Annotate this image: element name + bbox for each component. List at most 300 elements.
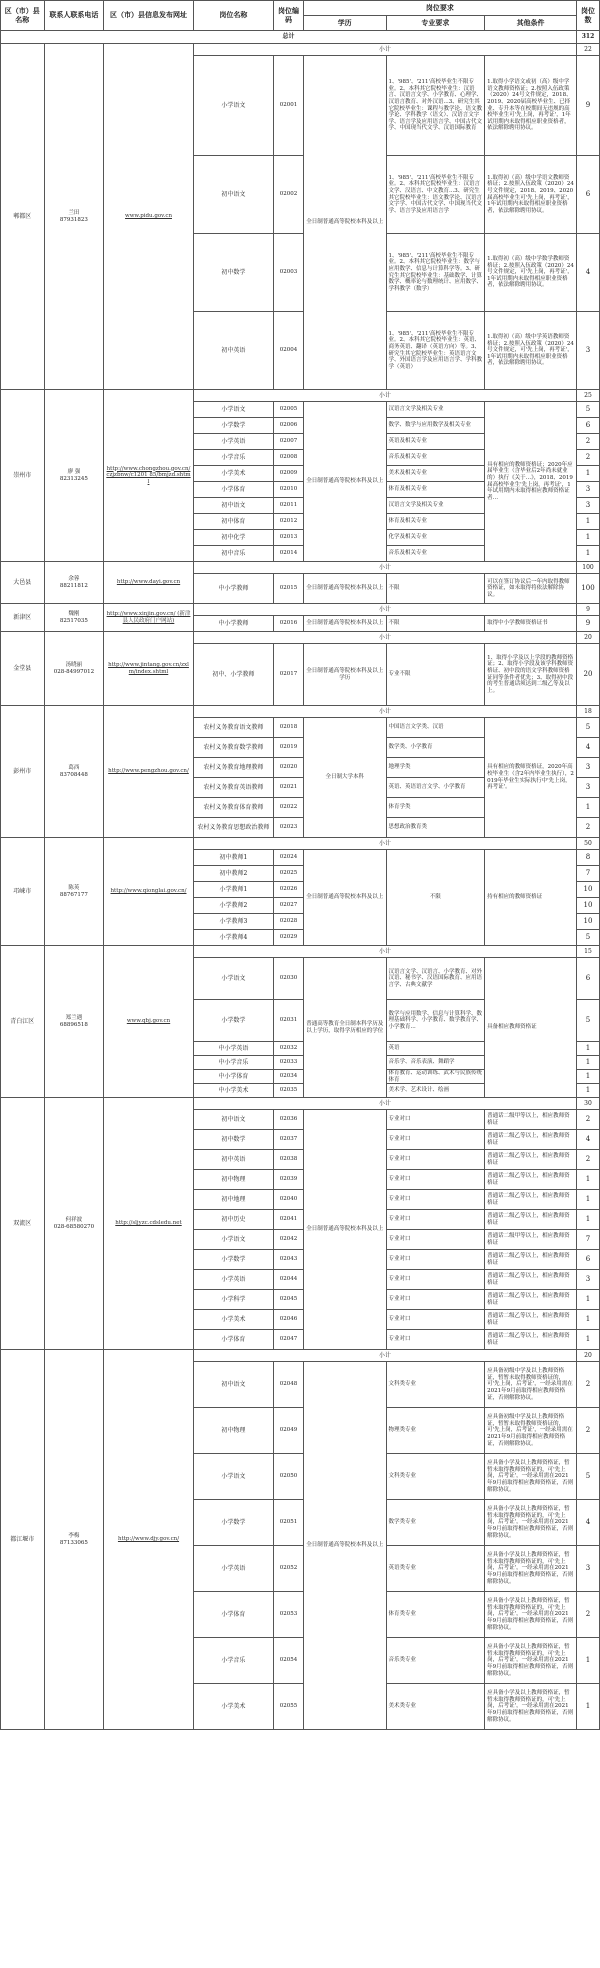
position-count: 3: [576, 312, 599, 390]
major-requirement: 不限: [386, 574, 485, 604]
qingbaijiang-district: 青白江区: [1, 946, 45, 1098]
header-website: 区（市）县信息发布网址: [104, 1, 194, 31]
education-requirement: 全日制普通高等院校本科及以上: [303, 1362, 386, 1730]
position-name: 初中英语: [193, 1150, 273, 1170]
position-code: 02039: [274, 1170, 304, 1190]
subtotal-count: 20: [576, 1350, 599, 1362]
subtotal-label: 小计: [193, 390, 576, 402]
position-name: 初中、小学教师: [193, 644, 273, 706]
subtotal-count: 25: [576, 390, 599, 402]
major-requirement: 音乐类专业: [386, 1638, 485, 1684]
subtotal-label: 小计: [193, 838, 576, 850]
position-code: 02003: [274, 234, 304, 312]
total-value: 312: [576, 31, 599, 44]
position-count: 2: [576, 1592, 599, 1638]
position-code: 02025: [274, 866, 304, 882]
header-position: 岗位名称: [193, 1, 273, 31]
position-count: 8: [576, 850, 599, 866]
position-count: 2: [576, 434, 599, 450]
qingbaijiang-website-link[interactable]: www.qbj.gov.cn: [104, 946, 194, 1098]
major-requirement: 美术类专业: [386, 1684, 485, 1730]
position-name: 初中地理: [193, 1190, 273, 1210]
position-count: 5: [576, 930, 599, 946]
position-count: 1: [576, 1084, 599, 1098]
shuangliu-website-link[interactable]: http://sljyzc.cdsledu.net: [104, 1098, 194, 1350]
position-count: 6: [576, 958, 599, 1000]
position-name: 农村义务教育语文教师: [193, 718, 273, 738]
position-code: 02005: [274, 402, 304, 418]
other-requirement: 1.取得小学语文或初（高）级中学语文教师资格证；2.按照入伍政策（2020）24号文件规定，2018、2019、2020届高校毕业生、已择业、专升本等在校期间无违规的高校毕业生可'先上岗，再考证'，1年试用期内未取得相应职业资格者，依法解除聘用协议。: [485, 56, 577, 156]
major-requirement: 汉语言文学及相关专业: [386, 402, 485, 418]
dayi-website-link[interactable]: http://www.dayi.gov.cn: [104, 562, 194, 604]
major-requirement: 数学类专业: [386, 1500, 485, 1546]
position-name: 初中化学: [193, 530, 273, 546]
position-count: 7: [576, 1230, 599, 1250]
position-code: 02055: [274, 1684, 304, 1730]
position-count: 2: [576, 1362, 599, 1408]
education-requirement: 全日制大学本科: [303, 718, 386, 838]
major-requirement: 英语及相关专业: [386, 434, 485, 450]
qionglai-website-link[interactable]: http://www.qionglai.gov.cn/: [104, 838, 194, 946]
position-code: 02046: [274, 1310, 304, 1330]
position-code: 02022: [274, 798, 304, 818]
position-name: 农村义务教育英语教师: [193, 778, 273, 798]
major-requirement: 音乐及相关专业: [386, 546, 485, 562]
pidu-district: 郫都区: [1, 44, 45, 390]
xinjin-district: 新津区: [1, 604, 45, 632]
position-code: 02017: [274, 644, 304, 706]
major-requirement: 专业对口: [386, 1250, 485, 1270]
position-name: 小学教师4: [193, 930, 273, 946]
position-code: 02035: [274, 1084, 304, 1098]
position-count: 1: [576, 1684, 599, 1730]
major-requirement: 英语: [386, 1042, 485, 1056]
position-name: 初中语文: [193, 1362, 273, 1408]
subtotal-count: 15: [576, 946, 599, 958]
position-code: 02030: [274, 958, 304, 1000]
other-requirement: 1.取得初（高）级中学数学教师资格证；2.按照入伍政策（2020）24号文件规定，可'先上岗，再考证'，1年试用期内未取得相应职业资格者，依法解除聘用协议。: [485, 234, 577, 312]
other-requirement: 普通话二级乙等以上，相应教师资格证: [485, 1210, 577, 1230]
position-name: 中小学美术: [193, 1084, 273, 1098]
position-name: 小学教师3: [193, 914, 273, 930]
major-requirement: 文科类专业: [386, 1362, 485, 1408]
position-code: 02016: [274, 616, 304, 632]
chongzhou-district: 崇州市: [1, 390, 45, 562]
major-requirement: 数学与应用数学、信息与计算科学、数理基础科学、小学教育、数学教育学、小学教育...: [386, 1000, 485, 1042]
position-name: 小学美术: [193, 466, 273, 482]
position-name: 初中数学: [193, 1130, 273, 1150]
position-name: 小学英语: [193, 434, 273, 450]
position-count: 4: [576, 738, 599, 758]
position-name: 中小学音乐: [193, 1056, 273, 1070]
dujiangyan-contact: 李梅 87133065: [44, 1350, 104, 1730]
pidu-subtotal-row: [1, 44, 600, 56]
education-requirement: 全日制普通高等院校本科及以上学历: [303, 644, 386, 706]
position-code: 02028: [274, 914, 304, 930]
position-count: 1: [576, 530, 599, 546]
position-code: 02042: [274, 1230, 304, 1250]
other-requirement: 普通话二级乙等以上，相应教师资格证: [485, 1190, 577, 1210]
dujiangyan-subtotal-row: [1, 1350, 600, 1362]
subtotal-label: 小计: [193, 632, 576, 644]
position-name: 小学体育: [193, 482, 273, 498]
education-requirement: 普通高等教育全日制本科学历及以上学历，取得学历相应的学位: [303, 958, 386, 1098]
major-requirement: 专业对口: [386, 1230, 485, 1250]
header-education: 学历: [303, 16, 386, 31]
other-requirement: 应具备小学及以上教师资格证，暂暂未取得教师资格证的，可'先上岗，后考证'，一经录用需在2021年9月前取得相应教师资格证，否则解除协议。: [485, 1684, 577, 1730]
position-name: 小学语文: [193, 402, 273, 418]
dayi-district: 大邑县: [1, 562, 45, 604]
position-count: 9: [576, 616, 599, 632]
position-count: 2: [576, 818, 599, 838]
position-code: 02038: [274, 1150, 304, 1170]
education-requirement: 全日制普通高等院校本科及以上: [303, 850, 386, 946]
total-row: [1, 31, 600, 44]
position-name: 初中语文: [193, 498, 273, 514]
other-requirement: 普通话二级乙等以上，相应教师资格证: [485, 1250, 577, 1270]
total-label: 总计: [1, 31, 577, 44]
other-requirement: 1.取得初（高）级中学英语教师资格证；2.按照入伍政策（2020）24号文件规定，可'先上岗，再考证'，1年试用期内未取得相应职业资格者，依法解除聘用协议。: [485, 312, 577, 390]
position-count: 2: [576, 1110, 599, 1130]
major-requirement: 体育及相关专业: [386, 482, 485, 498]
position-code: 02008: [274, 450, 304, 466]
other-requirement: 应具备初级中学及以上教师资格证，暂暂未取得教师资格证的，可'先上岗，后考证'，一经录用需在2021年9月前取得相应教师资格证，否则解除协议。: [485, 1408, 577, 1454]
major-requirement: 专业对口: [386, 1330, 485, 1350]
major-requirement: 专业不限: [386, 644, 485, 706]
position-count: 1: [576, 466, 599, 482]
major-requirement: 专业对口: [386, 1190, 485, 1210]
chongzhou-subtotal-row: [1, 390, 600, 402]
position-count: 1: [576, 1070, 599, 1084]
position-name: 初中物理: [193, 1170, 273, 1190]
major-requirement: 英语类专业: [386, 1546, 485, 1592]
position-count: 7: [576, 866, 599, 882]
major-requirement: 美术学、艺术设计、绘画: [386, 1084, 485, 1098]
education-requirement: 全日制普通高等院校本科及以上: [303, 1110, 386, 1350]
position-name: 初中物理: [193, 1408, 273, 1454]
xinjin-subtotal-row: [1, 604, 600, 616]
position-code: 02052: [274, 1546, 304, 1592]
position-code: 02053: [274, 1592, 304, 1638]
major-requirement: 1、'985'、'211'高校毕业生不限专业。2、本科其它院校毕业生：汉语言、汉语言文学、小学教育、心理学、汉语言教育、对外汉语...3、研究生其它院校毕业生：课程与教学论、语文教学论、学科教学（语文）、汉语言文字学、语言学及应用语言学、中国古代文学、中国现当代文学、汉语国际教育: [386, 56, 485, 156]
education-requirement: 全日制普通高等院校本科及以上: [303, 56, 386, 390]
position-name: 小学语文: [193, 1230, 273, 1250]
position-code: 02009: [274, 466, 304, 482]
subtotal-label: 小计: [193, 562, 576, 574]
position-name: 小学语文: [193, 56, 273, 156]
other-requirement: 具备相应教师资格证: [485, 958, 577, 1098]
position-count: 3: [576, 778, 599, 798]
position-code: 02018: [274, 718, 304, 738]
position-code: 02011: [274, 498, 304, 514]
position-name: 初中历史: [193, 1210, 273, 1230]
position-code: 02043: [274, 1250, 304, 1270]
qingbaijiang-subtotal-row: [1, 946, 600, 958]
pengzhou-contact: 葛西 83708448: [44, 706, 104, 838]
major-requirement: 文科类专业: [386, 1454, 485, 1500]
dujiangyan-website-link[interactable]: http://www.djy.gov.cn/: [104, 1350, 194, 1730]
header-contact: 联系人联系电话: [44, 1, 104, 31]
jintang-contact: 汤晓丽 028-84997012: [44, 632, 104, 706]
position-code: 02019: [274, 738, 304, 758]
position-code: 02044: [274, 1270, 304, 1290]
position-code: 02002: [274, 156, 304, 234]
header-count: 岗位数: [576, 1, 599, 31]
other-requirement: 1、取得小学及以上学段的教师资格证；2、取得小学段及该学科教师资格证、初中段的语文学科教师资格证同等条件者优先；3、取得初中段的考生普通话须达到二级乙等及以上。: [485, 644, 577, 706]
other-requirement: 具有相应的教师资格证，2020年高校毕业生（含2年内毕业生执行），2019年毕业生实际执行中'先上岗，再考证'。: [485, 718, 577, 838]
position-count: 1: [576, 1170, 599, 1190]
subtotal-label: 小计: [193, 946, 576, 958]
qingbaijiang-contact: 郑兰遇 68896518: [44, 946, 104, 1098]
position-count: 5: [576, 1454, 599, 1500]
major-requirement: 数学、数学与应用数学及相关专业: [386, 418, 485, 434]
position-count: 10: [576, 914, 599, 930]
position-name: 小学英语: [193, 1270, 273, 1290]
xinjin-contact: 魏刚 82517035: [44, 604, 104, 632]
subtotal-count: 20: [576, 632, 599, 644]
header-other: 其他条件: [485, 16, 577, 31]
position-count: 5: [576, 402, 599, 418]
subtotal-label: 小计: [193, 706, 576, 718]
position-code: 02026: [274, 882, 304, 898]
major-requirement: 1、'985'、'211'高校毕业生不限专业。2、本科其它院校毕业生：汉语言文学、汉语言、中文教育...3、研究生其它院校毕业生：语文教学论、汉语言文字学、中国古代文学、中国现当代文学、语言学及应用语言学: [386, 156, 485, 234]
position-name: 小学数学: [193, 1250, 273, 1270]
pidu-website-link[interactable]: www.pidu.gov.cn: [104, 44, 194, 390]
position-count: 6: [576, 418, 599, 434]
position-code: 02041: [274, 1210, 304, 1230]
header-major: 专业要求: [386, 16, 485, 31]
position-count: 10: [576, 882, 599, 898]
header-district: 区（市）县名称: [1, 1, 45, 31]
position-count: 1: [576, 1042, 599, 1056]
position-name: 小学教师1: [193, 882, 273, 898]
major-requirement: 音乐学、音乐表演、舞蹈学: [386, 1056, 485, 1070]
major-requirement: 音乐及相关专业: [386, 450, 485, 466]
education-requirement: 全日制普通高等院校本科及以上: [303, 616, 386, 632]
position-name: 小学语文: [193, 1454, 273, 1500]
position-code: 02051: [274, 1500, 304, 1546]
major-requirement: 物理类专业: [386, 1408, 485, 1454]
position-code: 02031: [274, 1000, 304, 1042]
position-name: 中小学教师: [193, 574, 273, 604]
position-name: 小学数学: [193, 1000, 273, 1042]
pengzhou-subtotal-row: [1, 706, 600, 718]
position-name: 小学语文: [193, 958, 273, 1000]
position-count: 1: [576, 1056, 599, 1070]
qionglai-subtotal-row: [1, 838, 600, 850]
position-name: 初中音乐: [193, 546, 273, 562]
position-code: 02004: [274, 312, 304, 390]
position-count: 3: [576, 1270, 599, 1290]
other-requirement: 普通话二级乙等以上，相应教师资格证: [485, 1150, 577, 1170]
position-name: 小学美术: [193, 1684, 273, 1730]
position-name: 小学体育: [193, 1592, 273, 1638]
other-requirement: 普通话二级甲等以上，相应教师资格证: [485, 1110, 577, 1130]
major-requirement: 思想政治教育类: [386, 818, 485, 838]
major-requirement: 1、'985'、'211'高校毕业生不限专业。2、本科其它院校毕业生：数学与应用数学、信息与计算科学等。3、研究生其它院校毕业生：基础数学、计算数学、概率论与数理统计、应用数学、学科教学（数学）: [386, 234, 485, 312]
position-count: 9: [576, 56, 599, 156]
position-count: 6: [576, 1250, 599, 1270]
qionglai-contact: 陈英 88767177: [44, 838, 104, 946]
education-requirement: 全日制普通高等院校本科及以上: [303, 402, 386, 562]
major-requirement: 数学类、小学教育: [386, 738, 485, 758]
position-name: 小学音乐: [193, 1638, 273, 1684]
header-code: 岗位编码: [274, 1, 304, 31]
major-requirement: 中国语言文学类、汉语: [386, 718, 485, 738]
position-count: 2: [576, 450, 599, 466]
position-code: 02007: [274, 434, 304, 450]
jintang-subtotal-row: [1, 632, 600, 644]
other-requirement: 普通话二级乙等以上，相应教师资格证: [485, 1290, 577, 1310]
position-count: 1: [576, 798, 599, 818]
major-requirement: 汉语言文学及相关专业: [386, 498, 485, 514]
major-requirement: 体育类专业: [386, 1592, 485, 1638]
position-count: 1: [576, 1190, 599, 1210]
shuangliu-subtotal-row: [1, 1098, 600, 1110]
position-code: 02010: [274, 482, 304, 498]
position-count: 10: [576, 898, 599, 914]
position-code: 02054: [274, 1638, 304, 1684]
subtotal-count: 100: [576, 562, 599, 574]
dayi-subtotal-row: [1, 562, 600, 574]
position-count: 2: [576, 1150, 599, 1170]
position-count: 1: [576, 1330, 599, 1350]
other-requirement: 普通话二级乙等以上，相应教师资格证: [485, 1130, 577, 1150]
major-requirement: 专业对口: [386, 1150, 485, 1170]
major-requirement: 体育学类: [386, 798, 485, 818]
other-requirement: 普通话二级乙等以上，相应教师资格证: [485, 1330, 577, 1350]
position-code: 02006: [274, 418, 304, 434]
position-code: 02037: [274, 1130, 304, 1150]
header-requirements: 岗位要求: [303, 1, 576, 16]
position-name: 初中体育: [193, 514, 273, 530]
other-requirement: 普通话二级乙等以上，相应教师资格证: [485, 1170, 577, 1190]
position-count: 1: [576, 1290, 599, 1310]
major-requirement: 汉语言文学、汉语言、小学教育、对外汉语、秘书学、汉语国际教育、应用语言学、古典文献学: [386, 958, 485, 1000]
subtotal-count: 22: [576, 44, 599, 56]
other-requirement: 持有相应的教师资格证: [485, 850, 577, 946]
position-code: 02027: [274, 898, 304, 914]
position-count: 4: [576, 1500, 599, 1546]
position-name: 初中教师2: [193, 866, 273, 882]
jintang-website-link[interactable]: http://www.jintang.gov.cn/zxlm/index.shtml: [104, 632, 194, 706]
position-name: 初中英语: [193, 312, 273, 390]
position-code: 02001: [274, 56, 304, 156]
position-count: 1: [576, 1638, 599, 1684]
major-requirement: 专业对口: [386, 1290, 485, 1310]
other-requirement: 普通话二级乙等以上，相应教师资格证: [485, 1310, 577, 1330]
position-count: 3: [576, 758, 599, 778]
position-name: 小学教师2: [193, 898, 273, 914]
position-code: 02032: [274, 1042, 304, 1056]
position-name: 初中数学: [193, 234, 273, 312]
subtotal-count: 9: [576, 604, 599, 616]
other-requirement: 普通话二级乙等以上，相应教师资格证: [485, 1270, 577, 1290]
position-code: 02040: [274, 1190, 304, 1210]
subtotal-label: 小计: [193, 604, 576, 616]
other-requirement: 普通话二级甲等以上，相应教师资格证: [485, 1230, 577, 1250]
position-count: 1: [576, 546, 599, 562]
position-name: 小学体育: [193, 1330, 273, 1350]
position-code: 02012: [274, 514, 304, 530]
major-requirement: 体育教育、运动训练、武术与民族传统体育: [386, 1070, 485, 1084]
position-name: 小学数学: [193, 1500, 273, 1546]
position-name: 中小学教师: [193, 616, 273, 632]
subtotal-count: 30: [576, 1098, 599, 1110]
major-requirement: 1、'985'、'211'高校毕业生不限专业。2、本科其它院校毕业生：英语、商务英语、翻译（英语方向）等。3、研究生其它院校毕业生：英语语言文学、外国语言学及应用语言学、学科教学（英语）: [386, 312, 485, 390]
position-code: 02034: [274, 1070, 304, 1084]
position-name: 农村义务教育体育教师: [193, 798, 273, 818]
position-code: 02020: [274, 758, 304, 778]
position-count: 1: [576, 514, 599, 530]
xinjin-website-link[interactable]: http://www.xinjin.gov.cn/ (新津县人民政府门户网站): [104, 604, 194, 632]
chongzhou-contact: 廖 强 82313245: [44, 390, 104, 562]
position-name: 小学数学: [193, 418, 273, 434]
position-code: 02050: [274, 1454, 304, 1500]
position-count: 6: [576, 156, 599, 234]
position-name: 中小学体育: [193, 1070, 273, 1084]
dujiangyan-district: 都江堰市: [1, 1350, 45, 1730]
other-requirement: 应具备小学及以上教师资格证，暂暂未取得教师资格证的，可'先上岗，后考证'，一经录用需在2021年9月前取得相应教师资格证，否则解除协议。: [485, 1638, 577, 1684]
other-requirement: 取得中小学教师资格证书: [485, 616, 577, 632]
other-requirement: 1.取得初（高）级中学语文教师资格证；2.按照入伍政策（2020）24号文件规定，2018、2019、2020届高校毕业生可'先上岗，再考证'，1年试用期内未取得相应职业资格者，依法解除聘用协议。: [485, 156, 577, 234]
subtotal-count: 18: [576, 706, 599, 718]
position-count: 1: [576, 1210, 599, 1230]
shuangliu-contact: 何祥波 028-68580270: [44, 1098, 104, 1350]
major-requirement: 不限: [386, 616, 485, 632]
major-requirement: 英语、英语语言文学、小学教育: [386, 778, 485, 798]
major-requirement: 专业对口: [386, 1170, 485, 1190]
position-code: 02029: [274, 930, 304, 946]
major-requirement: 专业对口: [386, 1310, 485, 1330]
position-count: 3: [576, 1546, 599, 1592]
major-requirement: 专业对口: [386, 1110, 485, 1130]
pidu-contact: 兰田 87931823: [44, 44, 104, 390]
position-count: 2: [576, 1408, 599, 1454]
position-name: 农村义务教育地理教师: [193, 758, 273, 778]
position-count: 5: [576, 718, 599, 738]
position-count: 1: [576, 1310, 599, 1330]
position-count: 5: [576, 1000, 599, 1042]
position-code: 02045: [274, 1290, 304, 1310]
position-name: 初中教师1: [193, 850, 273, 866]
position-code: 02048: [274, 1362, 304, 1408]
major-requirement: 不限: [386, 850, 485, 946]
position-name: 小学科学: [193, 1290, 273, 1310]
chongzhou-website-link[interactable]: http://www.chongzhou.gov.cn/czjzbnw/c1201 85/bmjzd.shtml: [104, 390, 194, 562]
other-requirement: 具有相应的教师资格证；2020年应届毕业生（含毕业后2年尚未就业的）执行《关于…》，2018、2019届高校毕业生'先上岗，再考证'，1年试用期内未取得相应教师资格证者…: [485, 402, 577, 562]
position-count: 3: [576, 498, 599, 514]
position-count: 20: [576, 644, 599, 706]
position-code: 02013: [274, 530, 304, 546]
pengzhou-website-link[interactable]: http://www.pengzhou.gov.cn/: [104, 706, 194, 838]
position-count: 4: [576, 234, 599, 312]
position-name: 农村义务教育数学教师: [193, 738, 273, 758]
position-code: 02036: [274, 1110, 304, 1130]
subtotal-label: 小计: [193, 1350, 576, 1362]
pengzhou-district: 彭州市: [1, 706, 45, 838]
subtotal-label: 小计: [193, 1098, 576, 1110]
other-requirement: 应具备小学及以上教师资格证，暂暂未取得教师资格证的，可'先上岗，后考证'，一经录用需在2021年9月前取得相应教师资格证，否则解除协议。: [485, 1454, 577, 1500]
position-code: 02049: [274, 1408, 304, 1454]
other-requirement: 应具备小学及以上教师资格证，暂暂未取得教师资格证的，可'先上岗，后考证'，一经录用需在2021年9月前取得相应教师资格证，否则解除协议。: [485, 1546, 577, 1592]
major-requirement: 地理学类: [386, 758, 485, 778]
subtotal-count: 50: [576, 838, 599, 850]
position-code: 02015: [274, 574, 304, 604]
position-name: 初中语文: [193, 1110, 273, 1130]
position-code: 02033: [274, 1056, 304, 1070]
position-name: 小学美术: [193, 1310, 273, 1330]
